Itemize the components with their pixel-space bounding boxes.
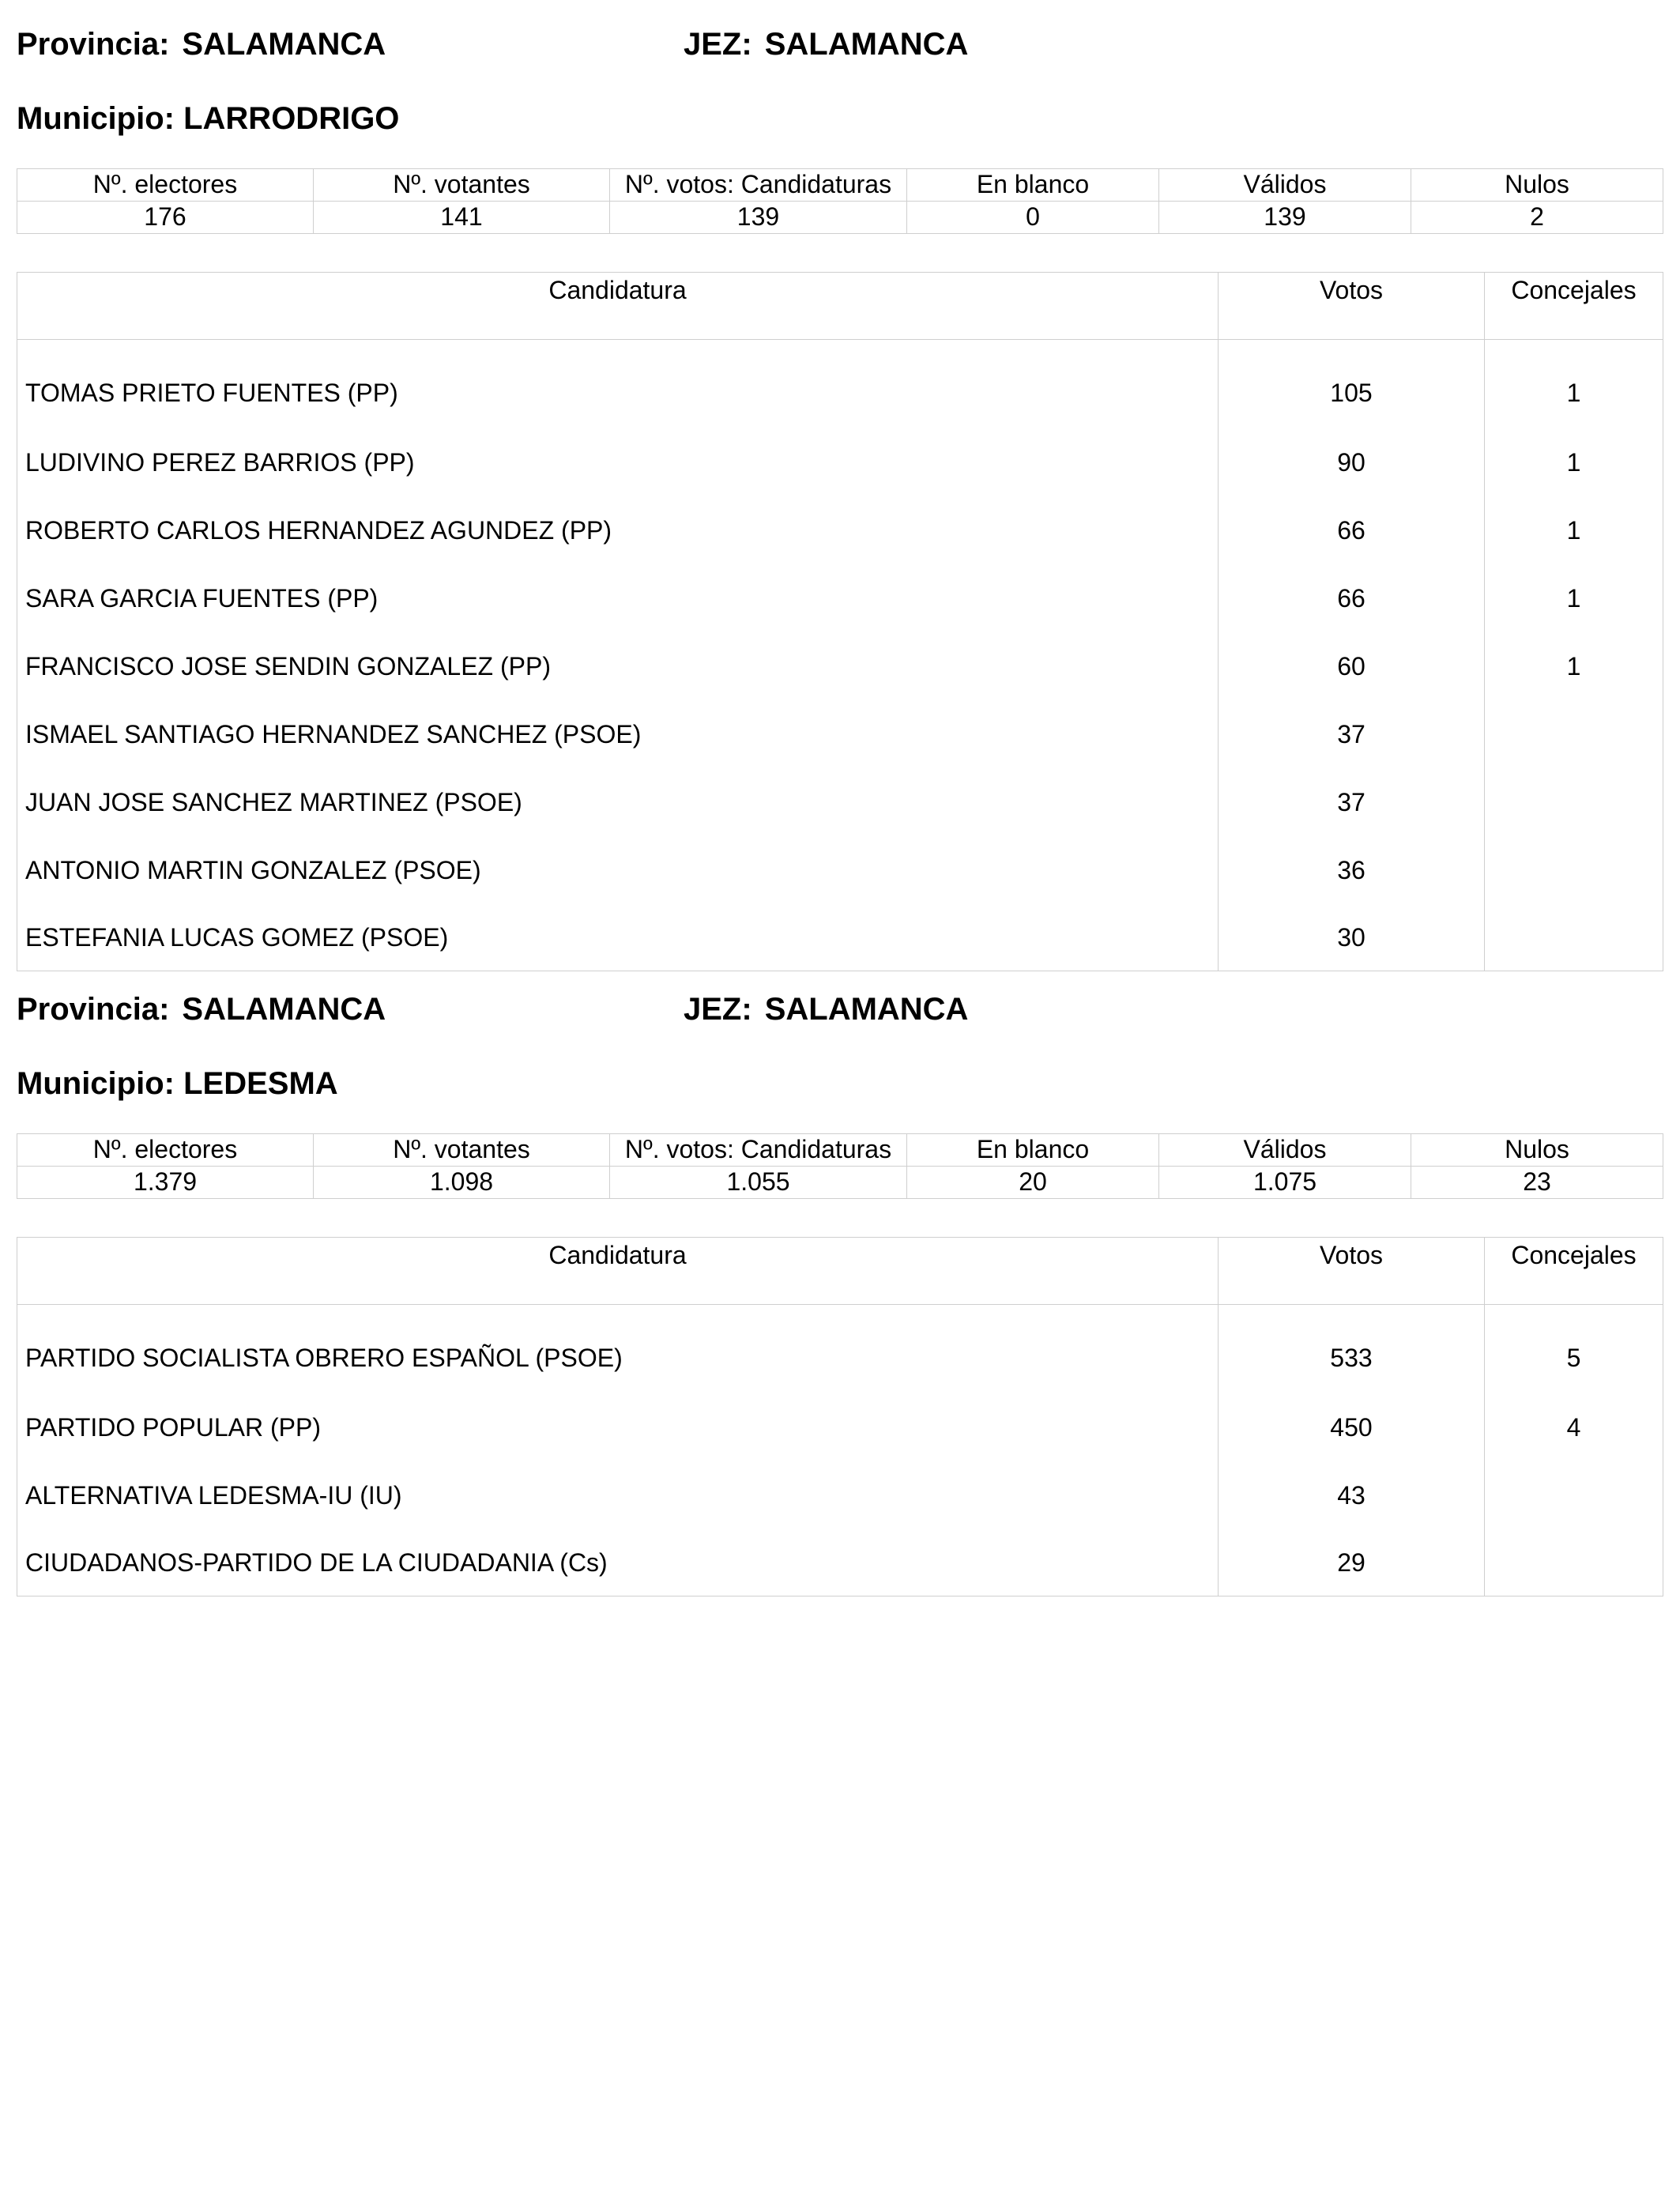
summary-header-row [17,1134,1663,1167]
summary-header-cell: Nulos [1411,1134,1663,1167]
provincia-heading [17,25,386,63]
municipio-label: Municipio: [17,101,175,136]
summary-header-cell: En blanco [907,169,1159,202]
summary-value-cell: 1.075 [1159,1167,1411,1199]
candidate-name: PARTIDO SOCIALISTA OBRERO ESPAÑOL (PSOE) [17,1305,1219,1394]
summary-value-cell: 141 [314,202,610,234]
candidate-name: JUAN JOSE SANCHEZ MARTINEZ (PSOE) [17,768,1219,836]
votos-header: Votos [1219,1238,1485,1305]
candidate-seats: 1 [1485,632,1663,700]
summary-header-cell: Válidos [1159,1134,1411,1167]
table-row [17,428,1663,496]
candidate-votes: 37 [1219,768,1485,836]
table-row [17,496,1663,564]
votos-header: Votos [1219,273,1485,340]
summary-value-cell: 1.379 [17,1167,314,1199]
summary-value-cell: 176 [17,202,314,234]
summary-value-cell: 23 [1411,1167,1663,1199]
candidate-votes: 36 [1219,836,1485,904]
provincia-heading [17,990,386,1028]
candidate-name: CIUDADANOS-PARTIDO DE LA CIUDADANIA (Cs) [17,1529,1219,1596]
summary-header-cell: Nº. votos: Candidaturas [610,1134,907,1167]
candidate-name: ALTERNATIVA LEDESMA-IU (IU) [17,1461,1219,1529]
candidate-votes: 29 [1219,1529,1485,1596]
candidatura-header: Candidatura [17,273,1219,340]
candidate-seats [1485,700,1663,768]
table-row [17,1305,1663,1394]
candidate-votes: 450 [1219,1393,1485,1461]
candidate-seats: 1 [1485,340,1663,429]
summary-header-cell: Válidos [1159,169,1411,202]
table-row [17,904,1663,971]
summary-value-cell: 1.098 [314,1167,610,1199]
candidate-seats: 1 [1485,428,1663,496]
jez-label: JEZ: [684,992,752,1027]
summary-value-cell: 139 [1159,202,1411,234]
jez-value: SALAMANCA [764,992,969,1027]
summary-header-cell: Nulos [1411,169,1663,202]
candidate-votes: 66 [1219,564,1485,632]
candidate-name: ESTEFANIA LUCAS GOMEZ (PSOE) [17,904,1219,971]
candidate-votes: 60 [1219,632,1485,700]
candidate-seats: 1 [1485,564,1663,632]
jez-label: JEZ: [684,27,752,62]
candidate-name: ANTONIO MARTIN GONZALEZ (PSOE) [17,836,1219,904]
summary-value-cell: 20 [907,1167,1159,1199]
candidate-seats [1485,768,1663,836]
summary-value-cell: 0 [907,202,1159,234]
candidate-seats [1485,1461,1663,1529]
concejales-header: Concejales [1485,1238,1663,1305]
jez-heading [684,990,968,1028]
candidates-table [17,1237,1663,1596]
table-row [17,1461,1663,1529]
provincia-value: SALAMANCA [182,992,386,1027]
summary-header-cell: Nº. electores [17,1134,314,1167]
candidate-votes: 90 [1219,428,1485,496]
summary-header-cell: Nº. votantes [314,1134,610,1167]
summary-header-cell: Nº. votantes [314,169,610,202]
candidate-name: ROBERTO CARLOS HERNANDEZ AGUNDEZ (PP) [17,496,1219,564]
municipio-label: Municipio: [17,1066,175,1101]
table-row [17,700,1663,768]
municipio-heading [17,1065,338,1103]
candidate-name: FRANCISCO JOSE SENDIN GONZALEZ (PP) [17,632,1219,700]
summary-header-row [17,169,1663,202]
table-row [17,632,1663,700]
candidate-votes: 533 [1219,1305,1485,1394]
candidate-name: ISMAEL SANTIAGO HERNANDEZ SANCHEZ (PSOE) [17,700,1219,768]
candidate-seats: 1 [1485,496,1663,564]
municipio-value: LEDESMA [183,1066,338,1101]
candidate-votes: 105 [1219,340,1485,429]
candidate-seats [1485,836,1663,904]
candidate-votes: 43 [1219,1461,1485,1529]
table-row [17,340,1663,429]
candidates-table [17,272,1663,971]
candidatura-header: Candidatura [17,1238,1219,1305]
candidate-name: PARTIDO POPULAR (PP) [17,1393,1219,1461]
candidate-seats: 5 [1485,1305,1663,1394]
summary-table [17,168,1663,234]
table-row [17,1529,1663,1596]
jez-heading [684,25,968,63]
candidates-header-row [17,1238,1663,1305]
table-row [17,768,1663,836]
summary-header-cell: Nº. votos: Candidaturas [610,169,907,202]
summary-value-cell: 1.055 [610,1167,907,1199]
summary-header-cell: En blanco [907,1134,1159,1167]
summary-value-cell: 2 [1411,202,1663,234]
jez-value: SALAMANCA [764,27,969,62]
candidate-name: LUDIVINO PEREZ BARRIOS (PP) [17,428,1219,496]
provincia-value: SALAMANCA [182,27,386,62]
summary-value-row [17,202,1663,234]
candidate-name: SARA GARCIA FUENTES (PP) [17,564,1219,632]
table-row [17,564,1663,632]
municipio-heading [17,100,399,138]
candidate-name: TOMAS PRIETO FUENTES (PP) [17,340,1219,429]
table-row [17,1393,1663,1461]
candidates-header-row [17,273,1663,340]
concejales-header: Concejales [1485,273,1663,340]
summary-table [17,1133,1663,1199]
provincia-label: Provincia: [17,992,170,1027]
candidate-votes: 30 [1219,904,1485,971]
summary-value-cell: 139 [610,202,907,234]
table-row [17,836,1663,904]
summary-header-cell: Nº. electores [17,169,314,202]
candidate-seats [1485,904,1663,971]
provincia-label: Provincia: [17,27,170,62]
candidate-seats [1485,1529,1663,1596]
candidate-seats: 4 [1485,1393,1663,1461]
municipio-value: LARRODRIGO [183,101,400,136]
summary-value-row [17,1167,1663,1199]
candidate-votes: 66 [1219,496,1485,564]
candidate-votes: 37 [1219,700,1485,768]
